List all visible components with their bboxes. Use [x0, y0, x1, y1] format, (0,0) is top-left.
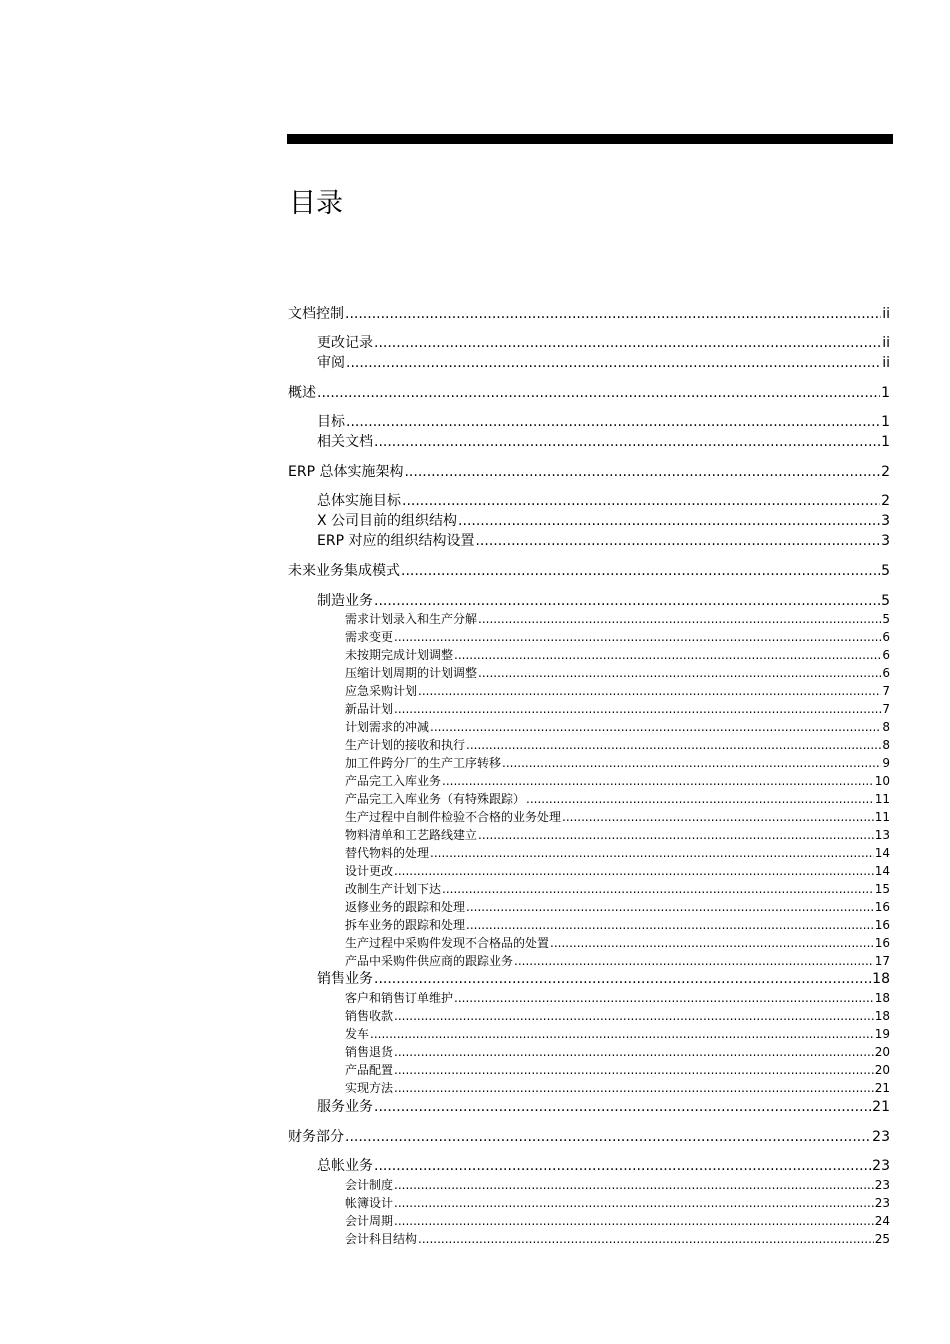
toc-leader-dots [370, 1026, 874, 1042]
toc-entry[interactable] [288, 384, 890, 402]
toc-leader-dots [346, 413, 880, 431]
toc-entry-page-number: 10 [874, 774, 890, 788]
toc-leader-dots [394, 1177, 874, 1193]
toc-entry-label: 实现方法 [345, 1081, 394, 1095]
toc-entry-page-number: 3 [881, 513, 890, 529]
toc-leader-dots [442, 881, 874, 897]
toc-leader-dots [374, 334, 881, 352]
toc-entry-page-number: ii [882, 355, 890, 371]
toc-entry[interactable] [317, 1157, 890, 1175]
toc-entry[interactable] [345, 683, 890, 699]
toc-entry[interactable] [345, 755, 890, 771]
toc-entry[interactable] [288, 562, 890, 580]
toc-leader-dots [418, 683, 881, 699]
toc-entry[interactable] [288, 463, 890, 481]
toc-entry-page-number: 25 [874, 1232, 890, 1246]
toc-leader-dots [394, 701, 881, 717]
toc-entry-page-number: 14 [874, 846, 890, 860]
toc-entry-label: ERP 总体实施架构 [288, 464, 404, 480]
toc-leader-dots [475, 532, 880, 550]
toc-entry-page-number: 14 [874, 864, 890, 878]
toc-entry-page-number: ii [882, 306, 890, 322]
toc-entry-page-number: 16 [874, 936, 890, 950]
toc-leader-dots [402, 492, 880, 510]
toc-entry[interactable] [345, 845, 890, 861]
toc-entry[interactable] [345, 773, 890, 789]
toc-entry-page-number: 24 [874, 1214, 890, 1228]
toc-entry-page-number: 18 [874, 1009, 890, 1023]
toc-entry-page-number: 20 [874, 1063, 890, 1077]
toc-entry-page-number: 18 [874, 991, 890, 1005]
toc-entry-label: 压缩计划周期的计划调整 [345, 666, 478, 680]
toc-leader-dots [374, 1157, 871, 1175]
toc-entry-page-number: 13 [874, 828, 890, 842]
toc-entry-page-number: 7 [882, 684, 890, 698]
toc-entry[interactable] [345, 1062, 890, 1078]
toc-entry-label: 财务部分 [288, 1129, 344, 1145]
toc-entry[interactable] [288, 305, 890, 323]
toc-entry[interactable] [345, 611, 890, 627]
toc-entry-label: 客户和销售订单维护 [345, 991, 454, 1005]
toc-entry-page-number: 21 [874, 1081, 890, 1095]
toc-leader-dots [430, 719, 881, 735]
toc-entry[interactable] [345, 791, 890, 807]
toc-entry[interactable] [345, 1195, 890, 1211]
toc-entry-page-number: 23 [872, 1158, 890, 1174]
toc-leader-dots [466, 917, 874, 933]
toc-entry-label: 总帐业务 [317, 1158, 373, 1174]
toc-entry-page-number: 5 [881, 563, 890, 579]
toc-entry-label: 目标 [317, 414, 345, 430]
toc-entry[interactable] [317, 433, 890, 451]
toc-entry-page-number: 5 [881, 593, 890, 609]
toc-entry-label: 发车 [345, 1027, 370, 1041]
toc-entry-label: ERP 对应的组织结构设置 [317, 533, 475, 549]
toc-entry-label: 产品完工入库业务（有特殊跟踪） [345, 792, 526, 806]
toc-entry-page-number: 9 [882, 756, 890, 770]
toc-entry-page-number: 23 [874, 1196, 890, 1210]
toc-entry-page-number: 1 [881, 434, 890, 450]
page-title: 目录 [289, 188, 343, 219]
toc-entry[interactable] [317, 492, 890, 510]
toc-entry-label: 生产计划的接收和执行 [345, 738, 466, 752]
toc-entry[interactable] [345, 1044, 890, 1060]
toc-leader-dots [442, 773, 874, 789]
toc-entry-page-number: 17 [874, 954, 890, 968]
toc-leader-dots [394, 629, 881, 645]
toc-entry-label: 会计制度 [345, 1178, 394, 1192]
toc-entry-label: 产品配置 [345, 1063, 394, 1077]
toc-entry-label: 需求变更 [345, 630, 394, 644]
toc-entry-page-number: 23 [874, 1178, 890, 1192]
toc-leader-dots [374, 970, 871, 988]
toc-entry-label: 会计科目结构 [345, 1232, 418, 1246]
toc-entry-label: 设计更改 [345, 864, 394, 878]
toc-entry-label: 销售退货 [345, 1045, 394, 1059]
toc-entry-page-number: 7 [882, 702, 890, 716]
toc-entry-label: 物料清单和工艺路线建立 [345, 828, 478, 842]
toc-entry-label: 总体实施目标 [317, 493, 401, 509]
toc-leader-dots [458, 512, 880, 530]
toc-leader-dots [374, 592, 880, 610]
toc-entry-label: 未按期完成计划调整 [345, 648, 454, 662]
toc-entry-label: 需求计划录入和生产分解 [345, 612, 478, 626]
toc-leader-dots [374, 433, 880, 451]
toc-leader-dots [454, 647, 881, 663]
toc-entry-label: 新品计划 [345, 702, 394, 716]
toc-entry-page-number: 11 [874, 792, 890, 806]
toc-leader-dots [478, 827, 874, 843]
toc-leader-dots [514, 953, 874, 969]
toc-entry-page-number: 19 [874, 1027, 890, 1041]
toc-entry-label: 应急采购计划 [345, 684, 418, 698]
toc-entry-label: 更改记录 [317, 335, 373, 351]
toc-entry[interactable] [317, 1098, 890, 1116]
toc-entry-page-number: 6 [882, 666, 890, 680]
toc-entry-label: 拆车业务的跟踪和处理 [345, 918, 466, 932]
toc-leader-dots [346, 354, 881, 372]
toc-entry[interactable] [345, 863, 890, 879]
toc-entry[interactable] [345, 665, 890, 681]
toc-entry[interactable] [345, 809, 890, 825]
toc-entry-page-number: 16 [874, 918, 890, 932]
toc-entry-page-number: 6 [882, 630, 890, 644]
toc-entry[interactable] [345, 935, 890, 951]
toc-leader-dots [394, 1044, 874, 1060]
toc-leader-dots [394, 1062, 874, 1078]
toc-leader-dots [478, 665, 881, 681]
toc-entry[interactable] [317, 512, 890, 530]
toc-entry-label: 文档控制 [288, 306, 344, 322]
toc-entry[interactable] [345, 701, 890, 717]
toc-entry[interactable] [345, 1080, 890, 1096]
toc-entry-label: 替代物料的处理 [345, 846, 430, 860]
toc-entry-label: 加工件跨分厂的生产工序转移 [345, 756, 502, 770]
toc-entry[interactable] [317, 970, 890, 988]
toc-entry-page-number: 8 [882, 720, 890, 734]
toc-leader-dots [394, 863, 874, 879]
toc-entry-page-number: 5 [882, 612, 890, 626]
toc-entry-label: 生产过程中采购件发现不合格品的处置 [345, 936, 550, 950]
toc-leader-dots [394, 1080, 874, 1096]
toc-entry-page-number: 18 [872, 971, 890, 987]
toc-entry-page-number: 15 [874, 882, 890, 896]
toc-entry[interactable] [345, 1026, 890, 1042]
toc-entry-label: 返修业务的跟踪和处理 [345, 900, 466, 914]
toc-leader-dots [404, 463, 880, 481]
toc-entry-label: 生产过程中自制件检验不合格的业务处理 [345, 810, 562, 824]
toc-entry-label: 销售业务 [317, 971, 373, 987]
toc-entry-label: 制造业务 [317, 593, 373, 609]
toc-entry-label: 改制生产计划下达 [345, 882, 442, 896]
toc-entry[interactable] [317, 592, 890, 610]
toc-entry-label: 销售收款 [345, 1009, 394, 1023]
toc-leader-dots [345, 305, 881, 323]
toc-entry[interactable] [345, 1008, 890, 1024]
toc-entry[interactable] [317, 413, 890, 431]
toc-entry-label: X 公司目前的组织结构 [317, 513, 458, 529]
toc-entry-page-number: ii [882, 335, 890, 351]
toc-leader-dots [401, 562, 880, 580]
toc-entry-label: 未来业务集成模式 [288, 563, 400, 579]
toc-entry-label: 计划需求的冲减 [345, 720, 430, 734]
toc-leader-dots [454, 990, 874, 1006]
toc-entry-page-number: 16 [874, 900, 890, 914]
toc-leader-dots [394, 1195, 874, 1211]
toc-entry-page-number: 20 [874, 1045, 890, 1059]
toc-entry-label: 相关文档 [317, 434, 373, 450]
toc-entry[interactable] [345, 737, 890, 753]
toc-leader-dots [374, 1098, 871, 1116]
toc-entry[interactable] [317, 334, 890, 352]
toc-leader-dots [466, 737, 881, 753]
toc-entry[interactable] [345, 629, 890, 645]
toc-entry-label: 概述 [288, 385, 316, 401]
toc-leader-dots [430, 845, 874, 861]
toc-leader-dots [526, 791, 874, 807]
toc-entry[interactable] [345, 881, 890, 897]
toc-entry[interactable] [345, 917, 890, 933]
toc-leader-dots [466, 899, 874, 915]
toc-leader-dots [550, 935, 874, 951]
toc-entry-page-number: 2 [881, 464, 890, 480]
toc-entry-page-number: 21 [872, 1099, 890, 1115]
toc-entry[interactable] [345, 647, 890, 663]
toc-leader-dots [478, 611, 881, 627]
toc-leader-dots [394, 1213, 874, 1229]
toc-entry[interactable] [317, 354, 890, 372]
toc-entry[interactable] [317, 532, 890, 550]
toc-entry[interactable] [345, 1231, 890, 1247]
toc-entry-label: 帐簿设计 [345, 1196, 394, 1210]
toc-entry-page-number: 1 [881, 385, 890, 401]
toc-entry-label: 产品中采购件供应商的跟踪业务 [345, 954, 514, 968]
toc-entry-label: 产品完工入库业务 [345, 774, 442, 788]
toc-entry-page-number: 23 [872, 1129, 890, 1145]
toc-leader-dots [345, 1128, 871, 1146]
toc-entry-page-number: 3 [881, 533, 890, 549]
toc-leader-dots [418, 1231, 874, 1247]
toc-entry[interactable] [345, 719, 890, 735]
toc-entry-page-number: 8 [882, 738, 890, 752]
toc-leader-dots [502, 755, 881, 771]
toc-entry[interactable] [288, 1128, 890, 1146]
toc-leader-dots [394, 1008, 874, 1024]
toc-entry-page-number: 1 [881, 414, 890, 430]
toc-entry-page-number: 6 [882, 648, 890, 662]
toc-leader-dots [562, 809, 874, 825]
toc-entry-label: 服务业务 [317, 1099, 373, 1115]
toc-entry[interactable] [345, 899, 890, 915]
toc-entry[interactable] [345, 1177, 890, 1193]
toc-entry-label: 审阅 [317, 355, 345, 371]
toc-leader-dots [317, 384, 880, 402]
toc-entry-page-number: 2 [881, 493, 890, 509]
toc-entry[interactable] [345, 990, 890, 1006]
toc-entry[interactable] [345, 953, 890, 969]
toc-entry-page-number: 11 [874, 810, 890, 824]
toc-entry-label: 会计周期 [345, 1214, 394, 1228]
toc-entry[interactable] [345, 1213, 890, 1229]
toc-entry[interactable] [345, 827, 890, 843]
